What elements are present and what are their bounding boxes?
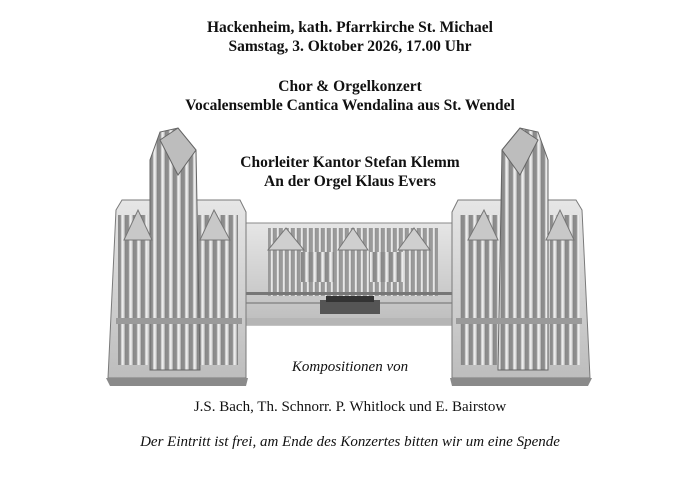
conductor-line: Chorleiter Kantor Stefan Klemm — [240, 154, 460, 171]
program-intro: Kompositionen von — [291, 359, 409, 375]
location-line: Hackenheim, kath. Pfarrkirche St. Michael — [206, 19, 493, 36]
composers-line: J.S. Bach, Th. Schnorr. P. Whitlock und E. Bairstow — [193, 399, 507, 415]
concert-title: Chor & Orgelkonzert — [278, 78, 422, 95]
organ-center-case — [232, 223, 468, 325]
organist-line: An der Orgel Klaus Evers — [264, 173, 436, 190]
ensemble-name: Vocalensemble Cantica Wendalina aus St. Wendel — [185, 97, 515, 114]
admission-note: Der Eintritt ist frei, am Ende des Konzertes bitten wir um eine Spende — [140, 434, 560, 450]
date-line: Samstag, 3. Oktober 2026, 17.00 Uhr — [228, 38, 472, 55]
